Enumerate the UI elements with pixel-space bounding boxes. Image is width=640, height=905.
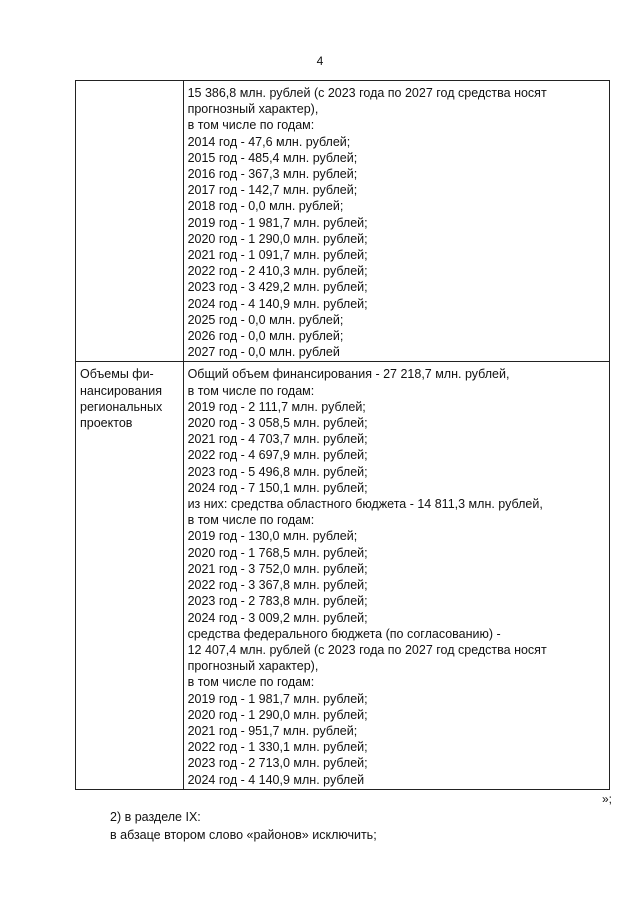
row-content-cell [183, 362, 609, 789]
closing-quote: »; [601, 792, 612, 806]
text-line: в том числе по годам: [187, 383, 315, 398]
text-line: 2024 год - 3 009,2 млн. рублей; [187, 610, 368, 625]
text-line: 2020 год - 1 290,0 млн. рублей; [187, 231, 368, 246]
text-line: 2019 год - 1 981,7 млн. рублей; [187, 691, 368, 706]
text-line: 2024 год - 7 150,1 млн. рублей; [187, 480, 368, 495]
program-passport-table [75, 80, 610, 790]
text-line: из них: средства областного бюджета - 14 811,3 млн. рублей, [187, 497, 543, 512]
text-line: 2025 год - 0,0 млн. рублей; [187, 312, 344, 327]
text-line: 2027 год - 0,0 млн. рублей [187, 345, 340, 360]
text-line: 2019 год - 1 981,7 млн. рублей; [187, 215, 368, 230]
page-number: 4 [316, 54, 324, 68]
text-line: 2021 год - 3 752,0 млн. рублей; [187, 561, 368, 576]
text-line: в том числе по годам: [187, 513, 315, 528]
text-line: 2021 год - 4 703,7 млн. рублей; [187, 432, 368, 447]
text-line: Объемы фи- [80, 367, 154, 382]
text-line: 2023 год - 5 496,8 млн. рублей; [187, 464, 368, 479]
text-line: 2017 год - 142,7 млн. рублей; [187, 183, 358, 198]
text-line: 2021 год - 951,7 млн. рублей; [187, 723, 358, 738]
text-line: прогнозный характер), [187, 659, 319, 674]
text-line: 2023 год - 2 783,8 млн. рублей; [187, 594, 368, 609]
text-line: проектов [80, 416, 133, 431]
table-row [76, 362, 610, 789]
text-line: 12 407,4 млн. рублей (с 2023 года по 2027 год средства носят [187, 642, 547, 657]
row-label-cell [76, 362, 184, 789]
text-line: в том числе по годам: [187, 675, 315, 690]
row-content-cell [183, 81, 609, 362]
text-line: нансирования [80, 383, 163, 398]
text-line: 2026 год - 0,0 млн. рублей; [187, 329, 344, 344]
text-line: в том числе по годам: [187, 118, 315, 133]
text-line: средства федерального бюджета (по согласованию) - [187, 626, 501, 641]
text-line: 15 386,8 млн. рублей (с 2023 года по 2027 год средства носят [187, 86, 547, 100]
text-line: 2019 год - 130,0 млн. рублей; [187, 529, 358, 544]
text-line: 2023 год - 2 713,0 млн. рублей; [187, 756, 368, 771]
text-line: 2014 год - 47,6 млн. рублей; [187, 134, 351, 149]
text-line: 2022 год - 1 330,1 млн. рублей; [187, 740, 368, 755]
text-line: прогнозный характер), [187, 102, 319, 117]
table-row [76, 81, 610, 362]
text-line: 2021 год - 1 091,7 млн. рублей; [187, 248, 368, 263]
amendment-text: в абзаце втором слово «районов» исключить; [110, 828, 377, 842]
text-line: 2024 год - 4 140,9 млн. рублей; [187, 296, 368, 311]
row-label-cell [76, 81, 184, 362]
text-line: 2023 год - 3 429,2 млн. рублей; [187, 280, 368, 295]
text-line: 2024 год - 4 140,9 млн. рублей [187, 772, 365, 787]
text-line: 2020 год - 1 290,0 млн. рублей; [187, 707, 368, 722]
text-line: Общий объем финансирования - 27 218,7 млн. рублей, [187, 367, 510, 382]
amendment-item: 2) в разделе IX: [110, 810, 201, 824]
text-line: 2019 год - 2 111,7 млн. рублей; [187, 399, 366, 414]
text-line: 2020 год - 1 768,5 млн. рублей; [187, 545, 368, 560]
text-line: 2020 год - 3 058,5 млн. рублей; [187, 416, 368, 431]
text-line: региональных [80, 399, 163, 414]
text-line: 2022 год - 3 367,8 млн. рублей; [187, 578, 368, 593]
text-line: 2022 год - 2 410,3 млн. рублей; [187, 264, 368, 279]
text-line: 2016 год - 367,3 млн. рублей; [187, 167, 358, 182]
text-line: 2015 год - 485,4 млн. рублей; [187, 150, 358, 165]
text-line: 2018 год - 0,0 млн. рублей; [187, 199, 344, 214]
text-line: 2022 год - 4 697,9 млн. рублей; [187, 448, 368, 463]
